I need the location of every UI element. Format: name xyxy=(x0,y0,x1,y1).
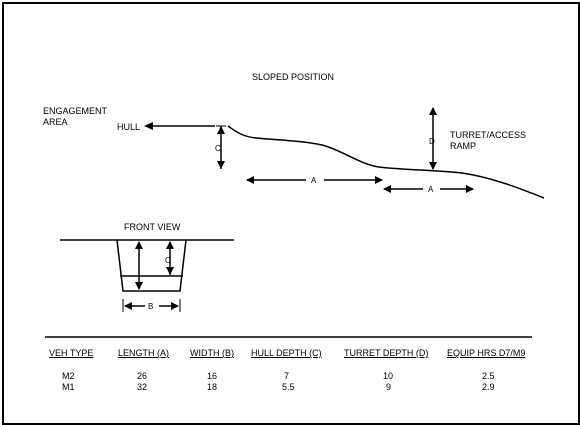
sloped-position-diagram xyxy=(4,4,578,423)
dim-a2-arrow-left xyxy=(383,185,391,193)
dim-c-arrow-up xyxy=(217,126,225,134)
front-view-total-depth-arrow-up xyxy=(135,241,143,249)
engagement-area-label-2: AREA xyxy=(43,117,68,127)
diagram-title: SLOPED POSITION xyxy=(252,72,335,82)
table-header-width: WIDTH (B) xyxy=(190,348,234,358)
table-header-turret-depth: TURRET DEPTH (D) xyxy=(344,348,429,358)
table-cell: 26 xyxy=(137,371,148,381)
table-cell: 2.5 xyxy=(482,371,495,381)
table-cell: M1 xyxy=(62,382,75,392)
dim-a2-label: A xyxy=(428,185,434,194)
table-header-hull-depth: HULL DEPTH (C) xyxy=(251,348,322,358)
table-cell: 10 xyxy=(383,371,394,381)
dim-a1-arrow-left xyxy=(246,176,254,184)
table-header-equip-hrs: EQUIP HRS D7/M9 xyxy=(447,348,526,358)
dim-d-arrow-up xyxy=(429,107,437,115)
turret-access-label: TURRET/ACCESS xyxy=(450,130,527,140)
front-view-title: FRONT VIEW xyxy=(124,222,181,232)
front-view-pit-outline xyxy=(117,240,186,291)
table-cell: 5.5 xyxy=(282,382,295,392)
dim-a2-arrow-right xyxy=(466,185,474,193)
dim-c-label: C xyxy=(215,144,221,153)
dim-b-label: B xyxy=(148,302,154,311)
diagram-frame xyxy=(2,2,580,425)
table-cell: 32 xyxy=(137,382,148,392)
dim-c-arrow-down xyxy=(217,161,225,169)
dim-a1-label: A xyxy=(311,176,317,185)
table-cell: M2 xyxy=(62,371,75,381)
table-header-length: LENGTH (A) xyxy=(118,348,170,358)
front-view-total-depth-arrow-down xyxy=(135,282,143,290)
hull-arrow-head xyxy=(144,122,153,130)
front-view-dim-c-arrow-down xyxy=(166,267,174,275)
dim-a1-arrow-right xyxy=(375,176,383,184)
table-header-veh-type: VEH TYPE xyxy=(49,348,94,358)
engagement-area-label: ENGAGEMENT xyxy=(43,106,108,116)
front-view-dim-c-label: C xyxy=(165,256,171,265)
table-cell: 9 xyxy=(386,382,392,392)
table-cell: 16 xyxy=(207,371,218,381)
front-view-dim-c-arrow-up xyxy=(166,241,174,249)
dim-b-arrow-left xyxy=(124,302,132,310)
table-cell: 18 xyxy=(207,382,218,392)
turret-access-label-2: RAMP xyxy=(450,141,477,151)
dim-d-label: D xyxy=(429,137,435,146)
table-cell: 7 xyxy=(284,371,290,381)
hull-label: HULL xyxy=(117,122,141,132)
dim-d-arrow-down xyxy=(429,162,437,170)
table-cell: 2.9 xyxy=(482,382,495,392)
dim-b-arrow-right xyxy=(171,302,179,310)
